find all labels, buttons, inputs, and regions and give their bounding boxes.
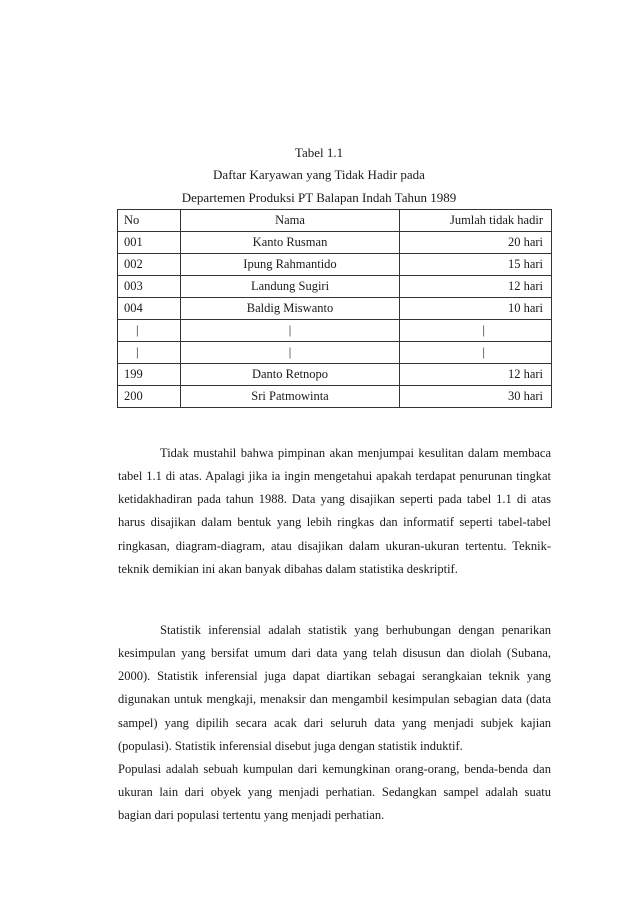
cell-nama: Danto Retnopo — [181, 364, 400, 386]
cell-nama: Kanto Rusman — [181, 232, 400, 254]
cell-no: 200 — [118, 386, 181, 408]
cell-jumlah: 15 hari — [400, 254, 552, 276]
table-row — [118, 364, 552, 386]
table-row — [118, 386, 552, 408]
cell-no: 001 — [118, 232, 181, 254]
cell-nama: Landung Sugiri — [181, 276, 400, 298]
cell-jumlah: 10 hari — [400, 298, 552, 320]
table-caption-line2: Daftar Karyawan yang Tidak Hadir pada — [213, 167, 425, 182]
cell-no: 199 — [118, 364, 181, 386]
table-row — [118, 298, 552, 320]
table-caption-title: Tabel 1.1 — [294, 145, 344, 160]
cell-no: 002 — [118, 254, 181, 276]
cell-jumlah: | — [400, 320, 552, 342]
cell-nama: | — [181, 320, 400, 342]
table-row — [118, 232, 552, 254]
cell-no: 004 — [118, 298, 181, 320]
paragraph-descriptive: Tidak mustahil bahwa pimpinan akan menjumpai kesulitan dalam membaca tabel 1.1 di atas. Apalagi jika ia ingin mengetahui apakah terdapat penurunan tingkat ketidakhadiran pada tahun 1988. Data yang disajikan seperti pada tabel 1.1 di atas harus disajikan dalam bentuk yang lebih ringkas dan informatif seperti tabel-tabel ringkasan, diagram-diagram, atau disajikan dalam ukuran-ukuran tertentu. Teknik-teknik demikian ini akan banyak dibahas dalam statistika deskriptif. — [118, 445, 551, 576]
paragraph-population: Populasi adalah sebuah kumpulan dari kemungkinan orang-orang, benda-benda dan ukuran lain dari obyek yang menjadi perhatian. Sedangkan sampel adalah suatu bagian dari populasi tertentu yang menjadi perhatian. — [118, 761, 551, 823]
table-row — [118, 254, 552, 276]
cell-nama: | — [181, 342, 400, 364]
table-header-row — [118, 210, 552, 232]
header-nama: Nama — [181, 210, 400, 232]
cell-nama: Ipung Rahmantido — [181, 254, 400, 276]
header-no: No — [118, 210, 181, 232]
cell-no: | — [118, 320, 181, 342]
cell-nama: Sri Patmowinta — [181, 386, 400, 408]
table-row — [118, 276, 552, 298]
table-row-ellipsis — [118, 342, 552, 364]
cell-no: 003 — [118, 276, 181, 298]
table-caption-line3: Departemen Produksi PT Balapan Indah Tahun 1989 — [181, 190, 457, 205]
header-jumlah: Jumlah tidak hadir — [400, 210, 552, 232]
cell-jumlah: 12 hari — [400, 364, 552, 386]
paragraph-inferential: Statistik inferensial adalah statistik yang berhubungan dengan penarikan kesimpulan yang bersifat umum dari data yang telah disusun dan diolah (Subana, 2000). Statistik inferensial juga dapat diartikan sebagai serangkaian teknik yang digunakan untuk mengkaji, menaksir dan mengambil kesimpulan sebagian data (data sampel) yang dipilih secara acak dari seluruh data yang menjadi subjek kajian (populasi). Statistik inferensial disebut juga dengan statistik induktif. — [118, 622, 551, 753]
cell-jumlah: 30 hari — [400, 386, 552, 408]
cell-nama: Baldig Miswanto — [181, 298, 400, 320]
cell-jumlah: 12 hari — [400, 276, 552, 298]
cell-jumlah: | — [400, 342, 552, 364]
absence-table — [117, 209, 552, 408]
table-row-ellipsis — [118, 320, 552, 342]
cell-jumlah: 20 hari — [400, 232, 552, 254]
cell-no: | — [118, 342, 181, 364]
